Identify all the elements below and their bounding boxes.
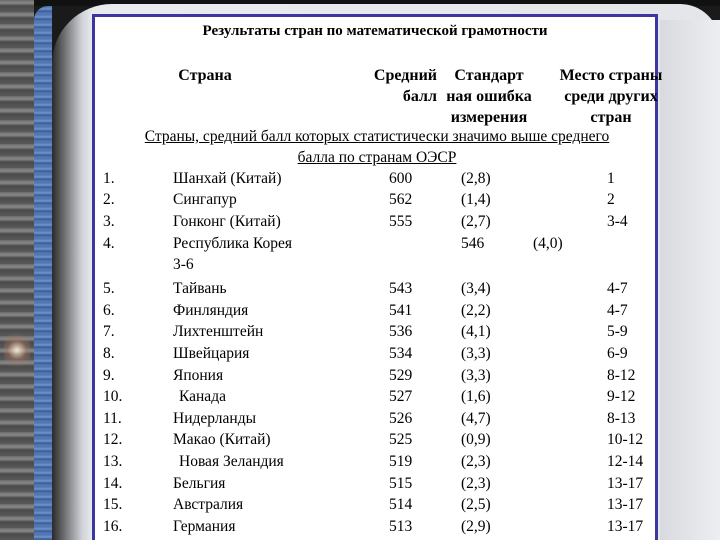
table-row xyxy=(95,191,655,212)
country-name: Канада xyxy=(179,388,226,405)
country-name: Лихтенштейн xyxy=(173,323,264,340)
country-name: Швейцария xyxy=(173,345,250,362)
row-number: 4. xyxy=(103,235,115,252)
section-heading-line1: Страны, средний балл которых статистически значимо выше среднего xyxy=(144,128,610,145)
row-number: 3. xyxy=(103,213,115,230)
mean-score: 527 xyxy=(389,388,413,405)
table-row xyxy=(95,496,655,517)
standard-error: (4,1) xyxy=(461,323,491,340)
row-number: 6. xyxy=(103,302,115,319)
country-name: Шанхай (Китай) xyxy=(173,170,282,187)
standard-error: (4,0) xyxy=(533,235,563,252)
standard-error: (1,4) xyxy=(461,191,491,208)
table-row xyxy=(95,453,655,474)
row-number: 1. xyxy=(103,170,115,187)
header-se-line1: Стандарт xyxy=(454,67,524,84)
table-row xyxy=(95,475,655,496)
standard-error: (4,7) xyxy=(461,410,491,427)
table-row xyxy=(95,323,655,344)
standard-error: (1,6) xyxy=(461,388,491,405)
standard-error: (2,2) xyxy=(461,302,491,319)
country-name: Сингапур xyxy=(173,191,237,208)
standard-error: (0,9) xyxy=(461,431,491,448)
row-number: 5. xyxy=(103,280,115,297)
country-name: Новая Зеландия xyxy=(179,453,284,470)
mean-score: 546 xyxy=(461,235,485,252)
mean-score: 525 xyxy=(389,431,413,448)
mean-score: 600 xyxy=(389,170,413,187)
header-rank-line2: среди других xyxy=(564,88,658,105)
rank-range: 9-12 xyxy=(607,388,636,405)
decorative-background xyxy=(0,0,34,540)
header-score-line2: балл xyxy=(402,88,437,105)
header-se-line2: ная ошибка xyxy=(446,88,532,105)
row-number: 2. xyxy=(103,191,115,208)
rank-range: 1 xyxy=(607,170,615,187)
rank-range: 6-9 xyxy=(607,345,628,362)
standard-error: (2,9) xyxy=(461,518,491,535)
table-row xyxy=(95,518,655,539)
rank-range: 3-4 xyxy=(607,213,628,230)
header-score xyxy=(347,65,437,107)
table-row xyxy=(95,213,655,234)
rank-range: 8-12 xyxy=(607,367,636,384)
row-number: 13. xyxy=(103,453,123,470)
row-number: 16. xyxy=(103,518,123,535)
rank-range: 4-7 xyxy=(607,302,628,319)
rank-range: 5-9 xyxy=(607,323,628,340)
header-se-line3: измерения xyxy=(450,109,528,126)
mean-score: 514 xyxy=(389,496,413,513)
table-row xyxy=(95,345,655,366)
standard-error: (2,3) xyxy=(461,475,491,492)
row-number: 7. xyxy=(103,323,115,340)
mean-score: 555 xyxy=(389,213,413,230)
country-name: Тайвань xyxy=(173,280,227,297)
country-name: Гонконг (Китай) xyxy=(173,213,281,230)
standard-error: (2,3) xyxy=(461,453,491,470)
header-rank-line1: Место страны xyxy=(559,67,663,84)
table-row xyxy=(95,367,655,388)
mean-score: 536 xyxy=(389,323,413,340)
standard-error: (2,8) xyxy=(461,170,491,187)
mean-score: 526 xyxy=(389,410,413,427)
row-number: 8. xyxy=(103,345,115,362)
rank-range: 12-14 xyxy=(607,453,644,470)
table-row xyxy=(95,280,655,301)
header-rank xyxy=(543,65,679,128)
section-heading xyxy=(103,126,651,168)
mean-score: 529 xyxy=(389,367,413,384)
page-title: Результаты стран по математической грамотности xyxy=(202,23,548,39)
standard-error: (3,3) xyxy=(461,345,491,362)
rank-range: 2 xyxy=(607,191,615,208)
standard-error: (2,7) xyxy=(461,213,491,230)
standard-error: (2,5) xyxy=(461,496,491,513)
mean-score: 562 xyxy=(389,191,413,208)
country-name: Нидерланды xyxy=(173,410,257,427)
document-page xyxy=(92,14,663,540)
header-rank-line3: стран xyxy=(590,109,632,126)
mean-score: 515 xyxy=(389,475,413,492)
mean-score: 534 xyxy=(389,345,413,362)
table-row xyxy=(95,302,655,323)
country-name: Бельгия xyxy=(173,475,226,492)
country-name: Макао (Китай) xyxy=(173,431,271,448)
row-number: 12. xyxy=(103,431,123,448)
mean-score: 541 xyxy=(389,302,413,319)
table-row xyxy=(95,410,655,431)
rank-range: 10-12 xyxy=(607,431,644,448)
row-number: 11. xyxy=(103,410,122,427)
rank-range: 4-7 xyxy=(607,280,628,297)
row-number: 15. xyxy=(103,496,123,513)
country-name: Республика Корея xyxy=(173,235,293,252)
table-row xyxy=(95,431,655,452)
rank-range: 3-6 xyxy=(173,256,194,273)
header-std-error xyxy=(429,65,549,128)
country-name: Япония xyxy=(173,367,224,384)
standard-error: (3,3) xyxy=(461,367,491,384)
mean-score: 543 xyxy=(389,280,413,297)
standard-error: (3,4) xyxy=(461,280,491,297)
country-name: Германия xyxy=(173,518,236,535)
rank-range: 13-17 xyxy=(607,518,644,535)
rank-range: 8-13 xyxy=(607,410,636,427)
mean-score: 513 xyxy=(389,518,413,535)
row-number: 14. xyxy=(103,475,123,492)
decorative-blue-bar xyxy=(34,6,52,540)
rank-range: 13-17 xyxy=(607,475,644,492)
row-number: 9. xyxy=(103,367,115,384)
header-country xyxy=(145,65,265,86)
header-score-line1: Средний xyxy=(373,67,437,84)
section-heading-line2: балла по странам ОЭСР xyxy=(297,149,457,166)
country-name: Австралия xyxy=(173,496,244,513)
table-row xyxy=(95,235,655,277)
table-row xyxy=(95,388,655,409)
table-row xyxy=(95,170,655,191)
country-name: Финляндия xyxy=(173,302,249,319)
rank-range: 13-17 xyxy=(607,496,644,513)
header-country-label: Страна xyxy=(178,67,232,84)
mean-score: 519 xyxy=(389,453,413,470)
row-number: 10. xyxy=(103,388,123,405)
